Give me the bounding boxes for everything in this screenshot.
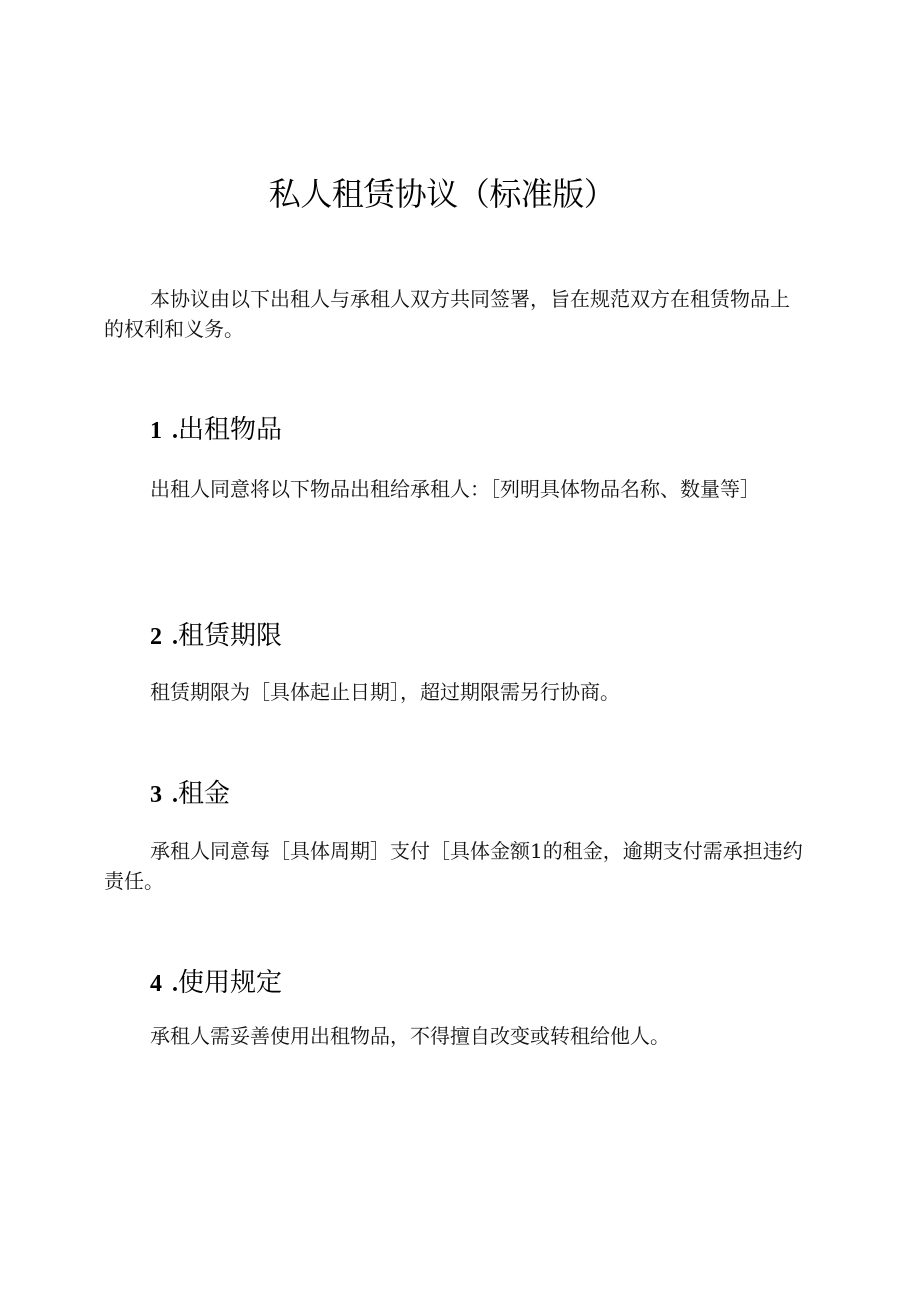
section-2-title: 租赁期限 — [178, 621, 283, 651]
section-3-heading — [150, 777, 230, 812]
section-2-body: 租赁期限为［具体起止日期］，超过期限需另行协商。 — [150, 680, 620, 704]
section-2-separator: . — [172, 624, 178, 650]
section-4-separator: . — [172, 971, 178, 997]
section-1-heading — [150, 413, 282, 448]
section-2-number: 2 — [150, 624, 162, 650]
section-1-number: 1 — [150, 418, 162, 444]
section-4-number: 4 — [150, 971, 162, 997]
section-2-heading — [150, 619, 282, 654]
section-1-body: 出租人同意将以下物品出租给承租人：［列明具体物品名称、数量等］ — [150, 477, 760, 501]
section-4-body: 承租人需妥善使用出租物品，不得擅自改变或转租给他人。 — [150, 1024, 670, 1048]
section-3-body: 承租人同意每［具体周期］支付［具体金额1的租金，逾期支付需承担违约责任。 — [104, 839, 803, 893]
intro-paragraph: 本协议由以下出租人与承租人双方共同签署，旨在规范双方在租赁物品上的权利和义务。 — [104, 287, 790, 341]
section-1-title: 出租物品 — [178, 415, 283, 445]
section-3-separator: . — [172, 782, 178, 808]
section-3-title: 租金 — [178, 779, 231, 809]
section-4-heading — [150, 966, 282, 1001]
section-3-number: 3 — [150, 782, 162, 808]
section-1-separator: . — [172, 418, 178, 444]
section-4-title: 使用规定 — [178, 968, 283, 998]
document-title: 私人租赁协议（标准版） — [268, 175, 616, 213]
